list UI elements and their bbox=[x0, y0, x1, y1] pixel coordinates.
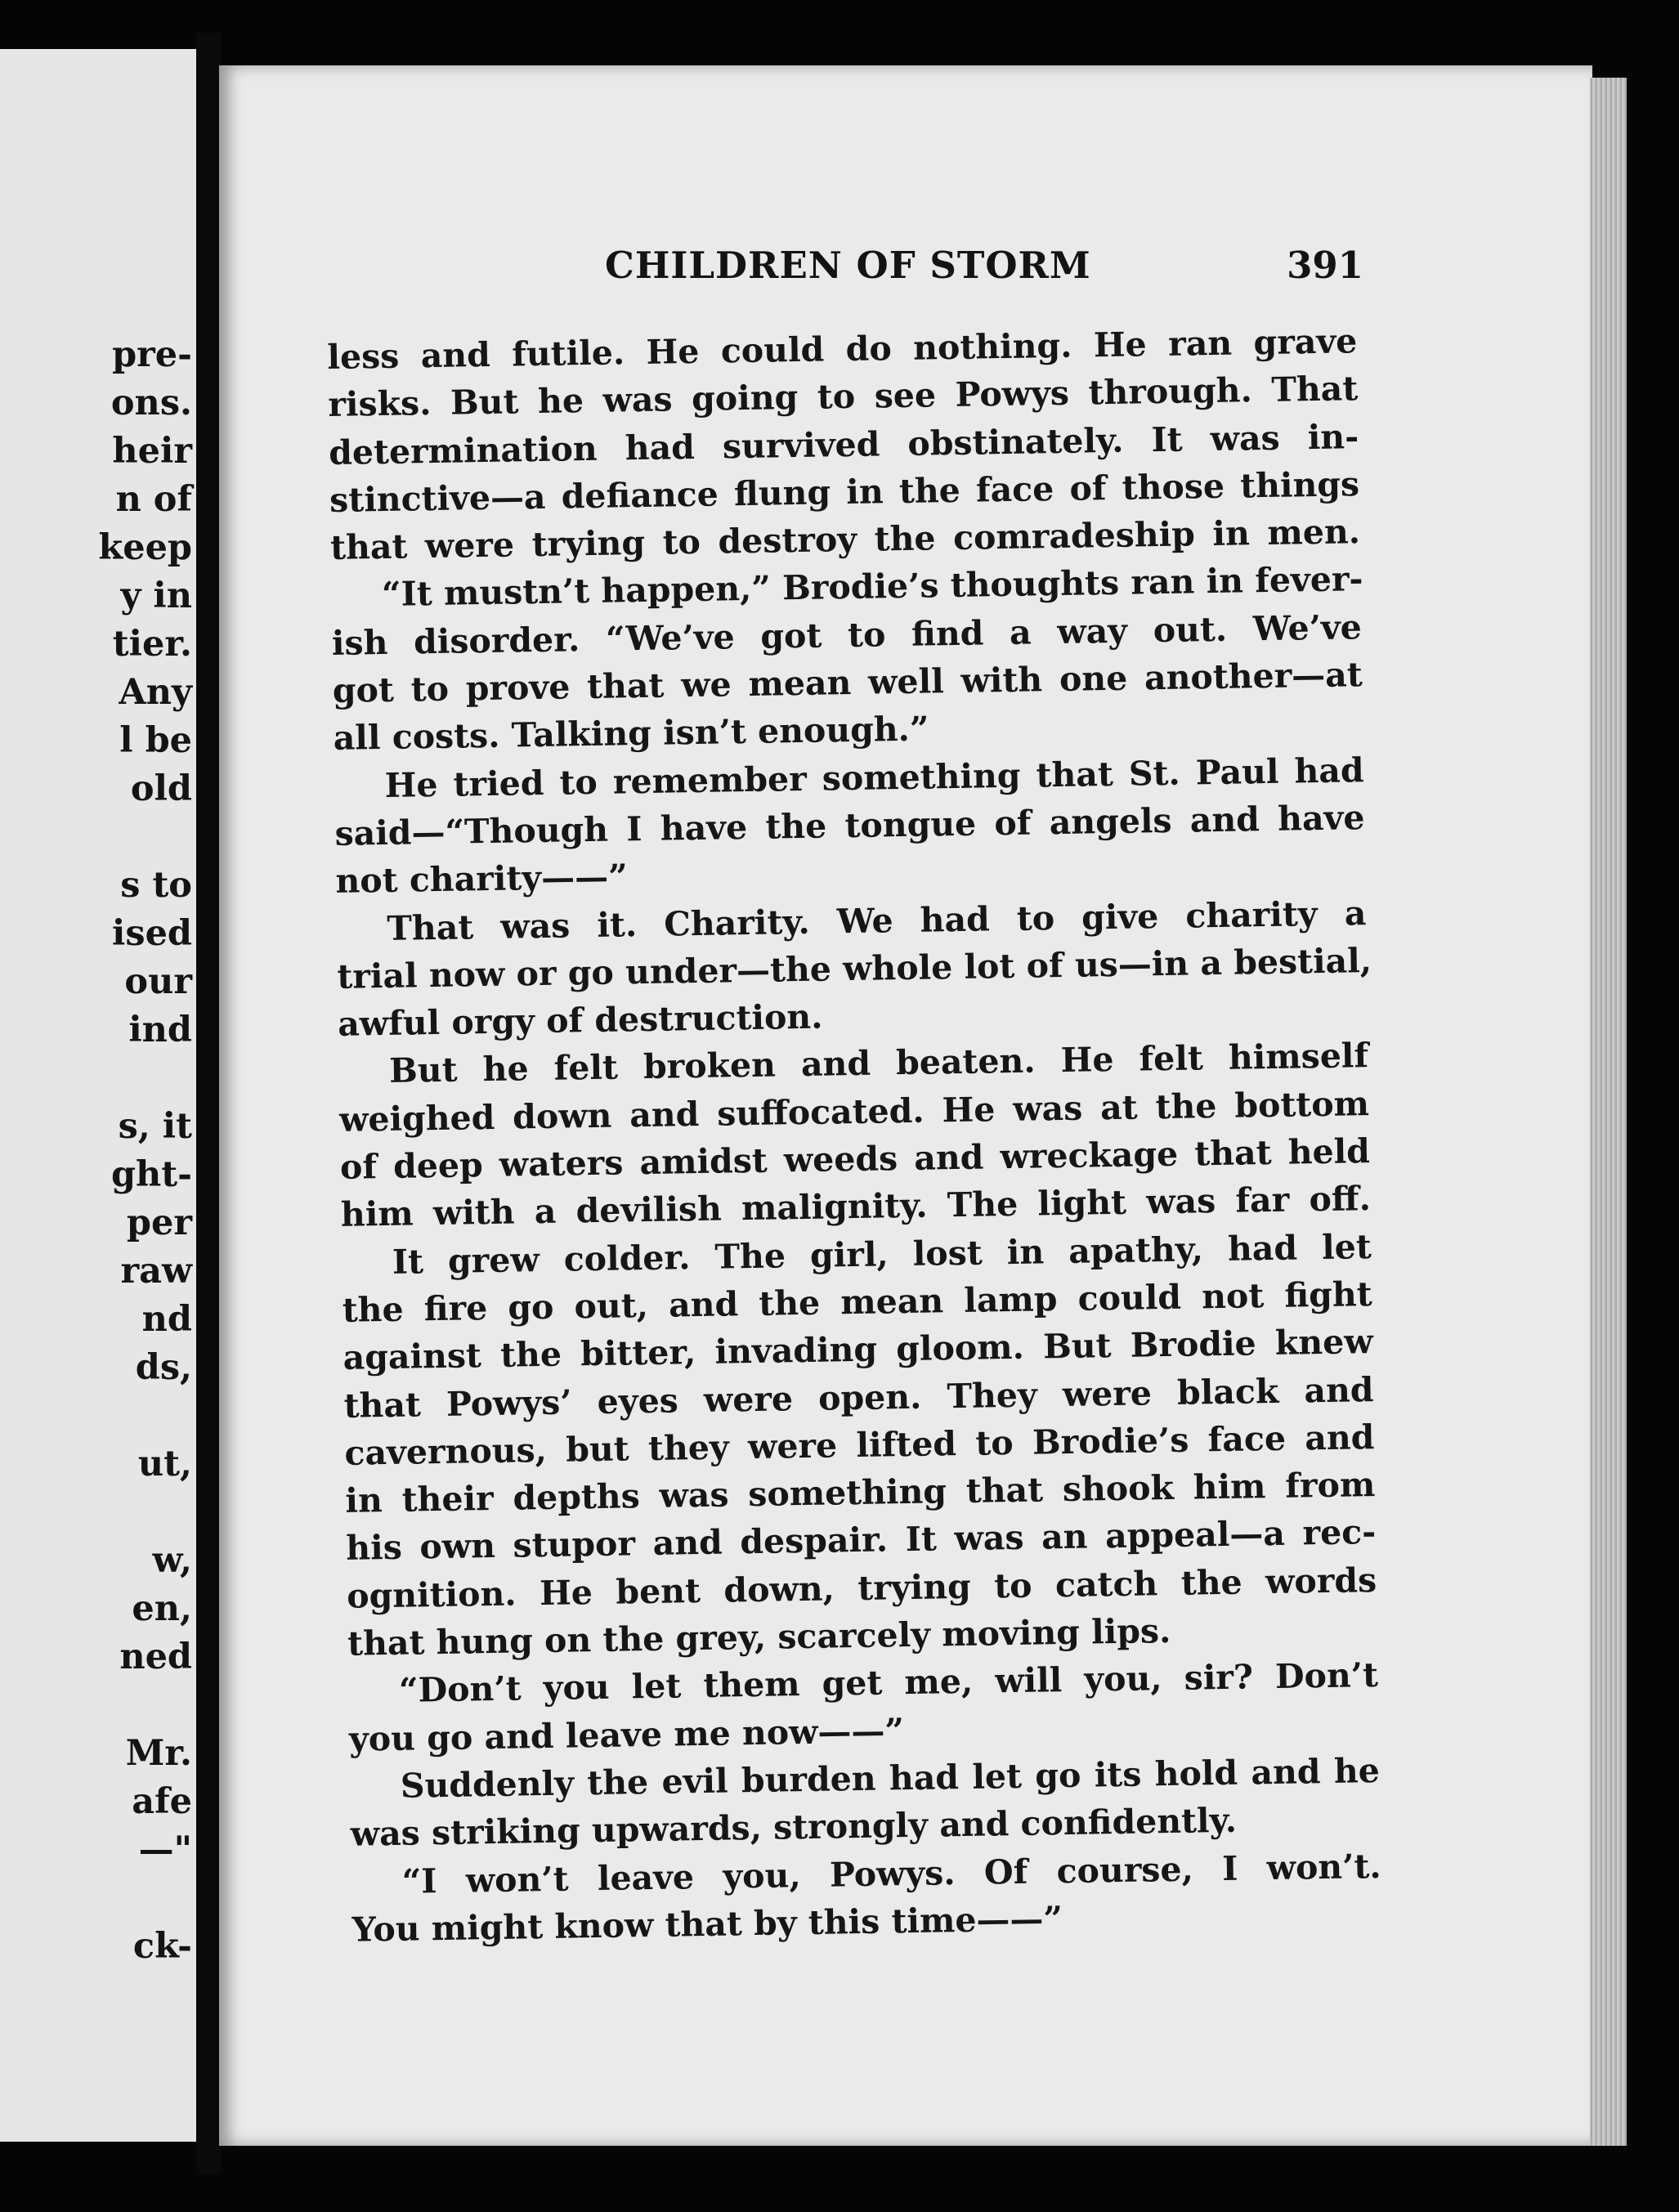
left-fragment: ons. bbox=[110, 383, 192, 423]
body-line: That was it. Charity. We had to give charity a bbox=[387, 893, 1367, 948]
left-fragment: pre- bbox=[112, 334, 192, 375]
left-fragment: y in bbox=[120, 575, 192, 616]
left-fragment: nd bbox=[141, 1299, 192, 1340]
body-line: You might know that by this time——” bbox=[351, 1898, 1063, 1950]
body-line: his own stupor and despair. It was an appeal—a rec- bbox=[345, 1512, 1377, 1569]
left-fragment bbox=[0, 1874, 192, 1923]
body-line: less and futile. He could do nothing. He ran grave bbox=[327, 321, 1358, 377]
body-line: stinctive—a defiance flung in the face of those things bbox=[329, 464, 1360, 520]
body-line: cavernous, but they were lifted to Brodie’s face and bbox=[344, 1417, 1375, 1473]
left-fragment: old bbox=[130, 768, 192, 809]
body-line: of deep waters amidst weeds and wreckage that held bbox=[339, 1131, 1371, 1187]
left-fragment: ut, bbox=[137, 1444, 192, 1484]
body-line: “It mustn’t happen,” Brodie’s thoughts ran in fever- bbox=[381, 559, 1363, 615]
body-line: in their depths was something that shook him from bbox=[345, 1465, 1376, 1520]
left-fragment: n of bbox=[115, 479, 192, 520]
body-line: trial now or go under—the whole lot of us—in a bestial, bbox=[336, 940, 1372, 996]
body-line: got to prove that we mean well with one another—at bbox=[332, 655, 1363, 711]
left-fragment: ck- bbox=[132, 1926, 192, 1967]
left-fragment bbox=[0, 1681, 192, 1730]
left-fragment: —" bbox=[138, 1829, 192, 1870]
body-line: ognition. He bent down, trying to catch the words bbox=[346, 1560, 1377, 1616]
page-edges bbox=[1590, 78, 1627, 2146]
body-text bbox=[327, 317, 1382, 1954]
left-fragment: per bbox=[126, 1202, 192, 1243]
book-gutter bbox=[196, 33, 221, 2174]
left-fragment: afe bbox=[132, 1781, 192, 1822]
left-fragment bbox=[0, 813, 192, 862]
left-fragment: keep bbox=[98, 527, 192, 568]
body-line: against the bitter, invading gloom. But Brodie knew bbox=[343, 1322, 1373, 1378]
left-fragment: s, it bbox=[118, 1106, 192, 1147]
left-fragment bbox=[0, 1392, 192, 1440]
left-fragment: s to bbox=[120, 865, 192, 906]
running-head bbox=[605, 244, 1365, 293]
left-fragment: ised bbox=[112, 913, 192, 954]
left-fragment: l be bbox=[119, 720, 192, 761]
left-page-text bbox=[0, 331, 192, 1971]
body-line: It grew colder. The girl, lost in apathy, had let bbox=[392, 1226, 1372, 1282]
body-line: you go and leave me now——” bbox=[348, 1710, 905, 1759]
left-fragment: heir bbox=[112, 431, 192, 472]
body-line: He tried to remember something that St. Paul had bbox=[384, 750, 1364, 805]
body-line: that were trying to destroy the comradeship in men. bbox=[329, 512, 1361, 568]
running-title: CHILDREN OF STORM bbox=[605, 244, 1091, 287]
left-facing-page bbox=[0, 49, 200, 2142]
body-line: determination had survived obstinately. It was in- bbox=[328, 416, 1359, 472]
body-line: risks. But he was going to see Powys through. That bbox=[327, 369, 1359, 425]
body-line: “Don’t you let them get me, will you, sir? Don’t bbox=[398, 1655, 1379, 1711]
body-line: “I won’t leave you, Powys. Of course, I won’t. bbox=[401, 1846, 1381, 1901]
body-line: that hung on the grey, scarcely moving lips. bbox=[347, 1610, 1171, 1663]
left-fragment bbox=[0, 1055, 192, 1103]
body-line: the fire go out, and the mean lamp could not fight bbox=[342, 1274, 1372, 1330]
body-line: ish disorder. “We’ve got to find a way out. We’ve bbox=[331, 607, 1363, 663]
body-line: him with a devilish malignity. The light was far off. bbox=[340, 1179, 1372, 1235]
left-fragment: raw bbox=[120, 1251, 192, 1292]
body-line: not charity——” bbox=[335, 857, 629, 902]
body-line: awful orgy of destruction. bbox=[337, 996, 823, 1045]
left-fragment: Any bbox=[119, 672, 192, 713]
left-fragment: ght- bbox=[110, 1154, 192, 1195]
body-line: Suddenly the evil burden had let go its hold and he bbox=[400, 1750, 1381, 1806]
left-fragment bbox=[0, 1489, 192, 1537]
left-fragment: w, bbox=[152, 1540, 192, 1581]
left-fragment: ned bbox=[119, 1637, 192, 1677]
body-line: that Powys’ eyes were open. They were black and bbox=[343, 1369, 1374, 1426]
body-line: But he felt broken and beaten. He felt himself bbox=[388, 1036, 1369, 1091]
body-line: weighed down and suffocated. He was at the bottom bbox=[338, 1083, 1370, 1140]
body-line: was striking upwards, strongly and confidently. bbox=[350, 1800, 1238, 1854]
body-line: all costs. Talking isn’t enough.” bbox=[333, 709, 929, 759]
left-fragment: Mr. bbox=[125, 1733, 192, 1774]
page-number: 391 bbox=[1287, 244, 1363, 287]
body-line: said—“Though I have the tongue of angels and have bbox=[334, 798, 1365, 853]
left-fragment: tier. bbox=[112, 624, 192, 665]
left-fragment: our bbox=[124, 961, 192, 1002]
left-fragment: ind bbox=[128, 1010, 192, 1050]
left-fragment: ds, bbox=[135, 1347, 192, 1388]
left-fragment: en, bbox=[132, 1588, 192, 1629]
